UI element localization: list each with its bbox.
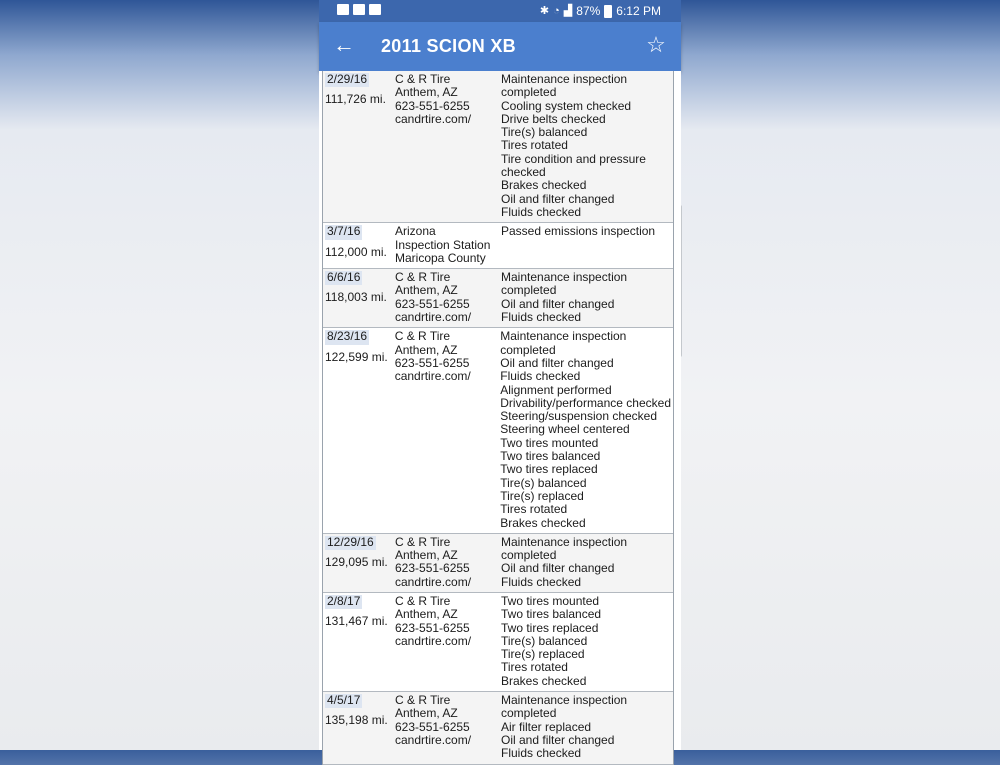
detail-line: Brakes checked bbox=[501, 178, 587, 193]
detail-line: checked bbox=[501, 165, 546, 180]
status-bar bbox=[319, 0, 681, 22]
source-line: Anthem, AZ bbox=[395, 548, 458, 563]
table-row[interactable] bbox=[323, 223, 673, 269]
date-cell bbox=[323, 71, 393, 222]
table-row[interactable] bbox=[323, 692, 673, 764]
service-date: 12/29/16 bbox=[327, 534, 374, 549]
detail-line: Oil and filter changed bbox=[500, 355, 614, 370]
service-date: 3/7/16 bbox=[327, 224, 361, 239]
detail-line: Maintenance inspection bbox=[501, 72, 628, 86]
detail-line: Maintenance inspection bbox=[501, 534, 628, 549]
phone-screen bbox=[319, 0, 681, 761]
detail-line: Two tires mounted bbox=[500, 435, 599, 450]
service-date: 2/29/16 bbox=[327, 72, 368, 86]
detail-line: Maintenance inspection bbox=[501, 693, 628, 708]
source-line: Anthem, AZ bbox=[395, 706, 458, 721]
detail-line: completed bbox=[501, 85, 557, 100]
source-line: 623-551-6255 bbox=[395, 98, 470, 113]
detail-line: Maintenance inspection bbox=[500, 329, 627, 344]
source-line: Anthem, AZ bbox=[395, 607, 458, 622]
system-icons bbox=[540, 4, 661, 18]
source-line: C & R Tire bbox=[395, 693, 451, 708]
detail-line: Steering/suspension checked bbox=[500, 409, 658, 424]
detail-line: Tires rotated bbox=[501, 660, 568, 675]
detail-line: Tire(s) replaced bbox=[501, 647, 585, 662]
detail-line: Fluids checked bbox=[501, 746, 582, 761]
detail-line: Two tires balanced bbox=[501, 607, 602, 622]
table-row[interactable] bbox=[323, 71, 673, 223]
background-blur-left bbox=[0, 0, 320, 750]
source-line: C & R Tire bbox=[395, 593, 451, 608]
service-date: 8/23/16 bbox=[327, 329, 368, 344]
bluetooth-icon: ✱ bbox=[539, 5, 550, 17]
mileage: 122,599 mi. bbox=[325, 349, 388, 364]
source-cell bbox=[393, 269, 498, 327]
detail-line: Brakes checked bbox=[501, 673, 587, 688]
source-line: candrtire.com/ bbox=[395, 574, 472, 589]
detail-line: Oil and filter changed bbox=[501, 296, 615, 311]
mileage: 112,000 mi. bbox=[325, 244, 387, 259]
source-line: Anthem, AZ bbox=[394, 342, 458, 357]
star-icon[interactable]: ☆ bbox=[646, 32, 666, 57]
detail-line: Two tires replaced bbox=[500, 462, 598, 477]
details-cell bbox=[498, 534, 673, 592]
service-date: 2/8/17 bbox=[327, 593, 361, 608]
detail-line: Tire(s) balanced bbox=[500, 475, 587, 490]
battery-icon bbox=[604, 5, 612, 18]
detail-line: Passed emissions inspection bbox=[501, 224, 656, 239]
source-line: Anthem, AZ bbox=[395, 85, 458, 100]
image-icon bbox=[353, 4, 365, 15]
detail-line: Oil and filter changed bbox=[501, 732, 615, 747]
mileage: 131,467 mi. bbox=[325, 614, 388, 629]
detail-line: Fluids checked bbox=[501, 204, 582, 219]
table-row[interactable] bbox=[323, 534, 673, 593]
app-bar bbox=[319, 22, 681, 71]
details-cell bbox=[498, 269, 673, 327]
source-line: 623-551-6255 bbox=[395, 296, 470, 311]
battery-percent: 87% bbox=[576, 4, 601, 18]
mileage: 129,095 mi. bbox=[325, 555, 388, 570]
source-line: Maricopa County bbox=[395, 250, 486, 265]
detail-line: Fluids checked bbox=[501, 574, 582, 589]
wifi-icon: ◔ bbox=[553, 5, 560, 17]
detail-line: Tire(s) balanced bbox=[501, 125, 588, 140]
mileage: 111,726 mi. bbox=[325, 92, 386, 107]
detail-line: Air filter replaced bbox=[501, 719, 592, 734]
source-line: candrtire.com/ bbox=[394, 369, 471, 384]
notification-icons bbox=[337, 4, 381, 15]
details-cell bbox=[498, 593, 673, 691]
detail-line: Brakes checked bbox=[500, 515, 586, 530]
source-line: candrtire.com/ bbox=[395, 310, 472, 325]
detail-line: Maintenance inspection bbox=[501, 270, 628, 285]
detail-line: Tire(s) replaced bbox=[500, 488, 584, 503]
detail-line: Two tires replaced bbox=[501, 620, 599, 635]
table-row[interactable] bbox=[323, 328, 673, 533]
source-cell bbox=[393, 534, 498, 592]
mail-icon bbox=[337, 4, 349, 15]
detail-line: Tires rotated bbox=[501, 138, 568, 153]
source-line: C & R Tire bbox=[395, 534, 451, 549]
source-line: C & R Tire bbox=[395, 72, 451, 86]
source-line: 623-551-6255 bbox=[394, 355, 470, 370]
source-cell bbox=[393, 593, 498, 691]
detail-line: Oil and filter changed bbox=[501, 561, 615, 576]
source-line: 623-551-6255 bbox=[395, 719, 470, 734]
clock: 6:12 PM bbox=[616, 4, 661, 18]
details-cell bbox=[498, 223, 673, 268]
service-date: 4/5/17 bbox=[327, 693, 361, 708]
detail-line: Two tires mounted bbox=[501, 593, 600, 608]
details-cell bbox=[497, 328, 673, 532]
service-date: 6/6/16 bbox=[327, 270, 361, 285]
table-row[interactable] bbox=[323, 593, 673, 692]
detail-line: Fluids checked bbox=[500, 369, 581, 384]
detail-line: Tire condition and pressure bbox=[501, 151, 646, 166]
detail-line: Oil and filter changed bbox=[501, 191, 615, 206]
detail-line: Steering wheel centered bbox=[500, 422, 630, 437]
detail-line: Tires rotated bbox=[500, 502, 568, 517]
detail-line: Fluids checked bbox=[501, 310, 582, 325]
mileage: 135,198 mi. bbox=[325, 713, 388, 728]
back-arrow-icon[interactable]: ← bbox=[333, 32, 355, 57]
detail-line: completed bbox=[501, 283, 557, 298]
source-line: candrtire.com/ bbox=[395, 111, 472, 126]
source-line: candrtire.com/ bbox=[395, 633, 472, 648]
detail-line: Drivability/performance checked bbox=[500, 395, 671, 410]
source-line: candrtire.com/ bbox=[395, 732, 472, 747]
signal-icon: ▟ bbox=[563, 5, 573, 17]
detail-line: Cooling system checked bbox=[501, 98, 632, 113]
source-line: C & R Tire bbox=[395, 270, 451, 285]
history-list[interactable] bbox=[319, 71, 681, 761]
date-cell bbox=[323, 534, 393, 592]
source-line: Arizona bbox=[395, 224, 436, 239]
detail-line: completed bbox=[500, 342, 556, 357]
date-cell bbox=[323, 593, 393, 691]
source-line: 623-551-6255 bbox=[395, 561, 470, 576]
detail-line: completed bbox=[501, 706, 557, 721]
source-cell bbox=[393, 71, 498, 222]
source-line: C & R Tire bbox=[394, 329, 451, 344]
detail-line: Drive belts checked bbox=[501, 111, 606, 126]
source-cell bbox=[393, 328, 498, 532]
source-line: Anthem, AZ bbox=[395, 283, 458, 298]
source-line: 623-551-6255 bbox=[395, 620, 470, 635]
mileage: 118,003 mi. bbox=[325, 290, 387, 305]
page-title: 2011 SCION XB bbox=[381, 36, 516, 56]
detail-line: Two tires balanced bbox=[500, 449, 601, 464]
source-cell bbox=[393, 692, 498, 763]
details-cell bbox=[498, 71, 673, 222]
date-cell bbox=[323, 223, 393, 268]
table-row[interactable] bbox=[323, 269, 673, 328]
detail-line: Tire(s) balanced bbox=[501, 633, 588, 648]
date-cell bbox=[323, 269, 393, 327]
details-cell bbox=[498, 692, 673, 763]
source-line: Inspection Station bbox=[395, 237, 491, 252]
detail-line: completed bbox=[501, 548, 557, 563]
mail-icon bbox=[369, 4, 381, 15]
detail-line: Alignment performed bbox=[500, 382, 612, 397]
background-blur-right bbox=[680, 0, 1000, 750]
date-cell bbox=[323, 692, 393, 763]
service-records-table bbox=[322, 71, 674, 765]
date-cell bbox=[323, 328, 393, 532]
source-cell bbox=[393, 223, 498, 268]
